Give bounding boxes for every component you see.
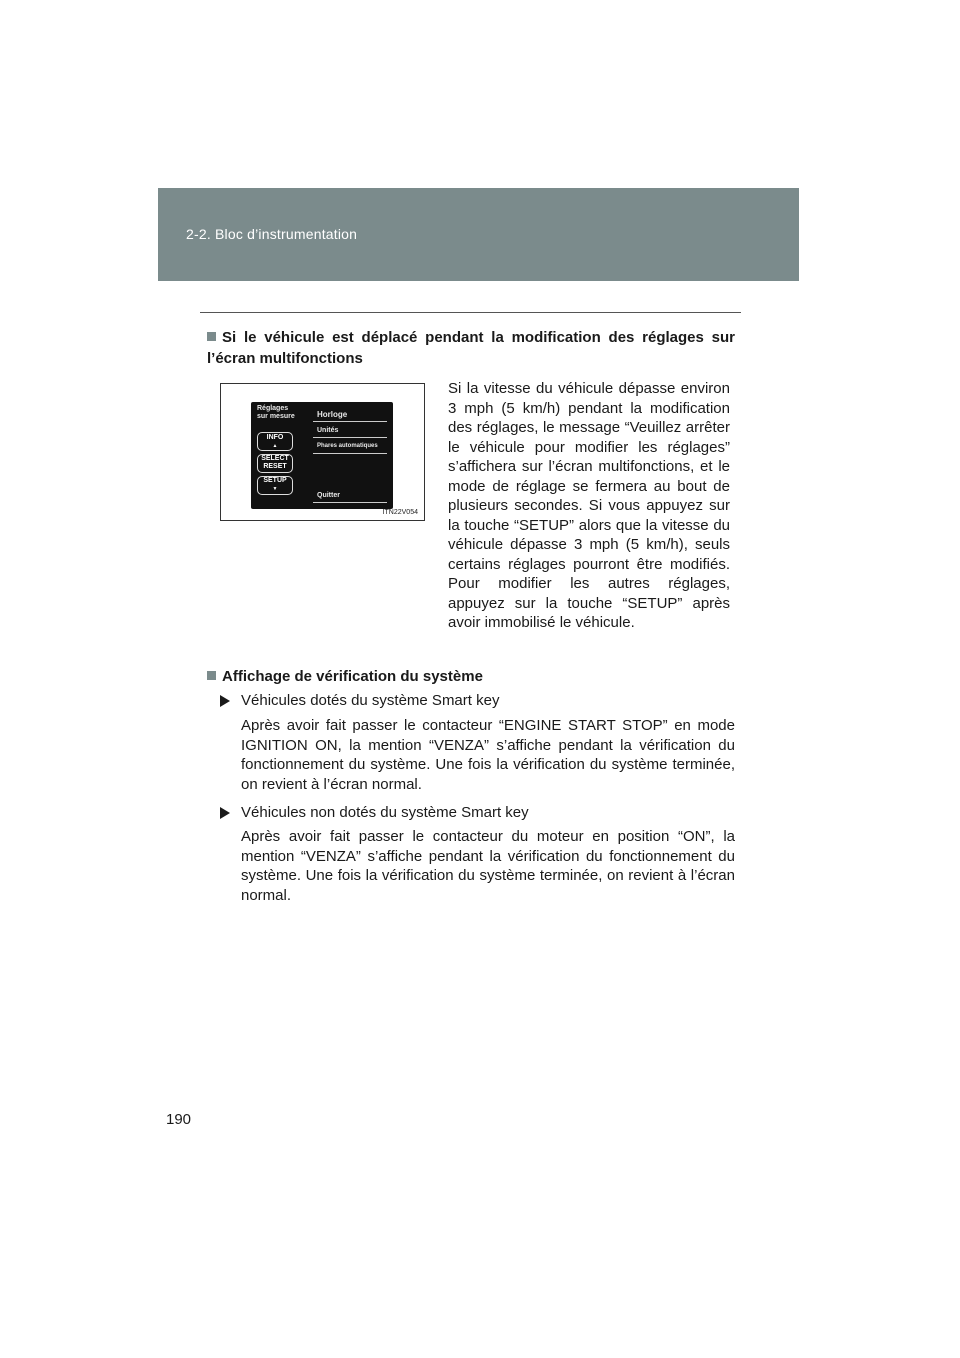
setup-button: SETUP ▼ bbox=[257, 476, 293, 495]
page-number: 190 bbox=[166, 1111, 192, 1128]
smart-key-paragraph: Après avoir fait passer le contacteur “ENGINE START STOP” en mode IGNITION ON, la mention “VENZA” s’affiche pendant la vérification du fonctionnement du système. Une fois la vérification du système terminée, on revient à l’écran normal. bbox=[241, 717, 735, 793]
moving-vehicle-paragraph: Si la vitesse du véhicule dépasse environ 3 mph (5 km/h) pendant la modification des réglages, le message “Veuillez arrêter le véhicule pour modifier les réglages” s’affichera sur l’écran multifonctions, et le mode de réglage se fermera au bout de plusieurs secondes. Si vous appuyez sur la touche “SETUP” alors que la vitesse du véhicule dépasse 3 mph (5 km/h), seuls certains réglages pourront être modifiés. Pour modifier les autres réglages, appuyez sur la touche “SETUP” après avoir immobilisé le véhicule. bbox=[448, 380, 730, 631]
screen-title-line1: Réglages bbox=[257, 405, 289, 412]
menu-item-clock: Horloge bbox=[317, 410, 348, 419]
info-button: INFO ▲ bbox=[257, 432, 293, 451]
list-item-smart-key: Véhicules dotés du système Smart key bbox=[220, 691, 499, 711]
no-smart-key-paragraph: Après avoir fait passer le contacteur du moteur en position “ON”, la mention “VENZA” s’affiche pendant la vérification du fonctionnement du système. Une fois la vérification du système terminée, on revient à l’écran normal. bbox=[241, 828, 735, 904]
square-bullet-icon bbox=[207, 671, 216, 680]
figure-multi-display bbox=[220, 383, 425, 521]
select-reset-button: SELECT RESET bbox=[257, 454, 293, 473]
header-band bbox=[158, 188, 799, 281]
figure-code: ITN22V054 bbox=[382, 509, 418, 516]
menu-item-auto-lights: Phares automatiques bbox=[317, 443, 378, 449]
section-title: 2-2. Bloc d’instrumentation bbox=[186, 226, 358, 242]
menu-divider bbox=[313, 502, 387, 503]
square-bullet-icon bbox=[207, 332, 216, 341]
display-screen bbox=[251, 402, 393, 509]
menu-divider bbox=[313, 453, 387, 454]
screen-title-line2: sur mesure bbox=[257, 413, 295, 420]
top-divider bbox=[200, 312, 741, 313]
section-heading-system-check: Affichage de vérification du système bbox=[207, 666, 735, 687]
arrow-right-icon bbox=[220, 695, 230, 707]
arrow-right-icon bbox=[220, 807, 230, 819]
section-heading-moving-vehicle: Si le véhicule est déplacé pendant la modification des réglages sur l’écran multifonctions bbox=[207, 329, 735, 367]
menu-item-units: Unités bbox=[317, 427, 339, 434]
menu-divider bbox=[313, 437, 387, 438]
menu-divider bbox=[313, 421, 387, 422]
list-item-no-smart-key: Véhicules non dotés du système Smart key bbox=[220, 803, 529, 823]
menu-item-quit: Quitter bbox=[317, 492, 340, 499]
